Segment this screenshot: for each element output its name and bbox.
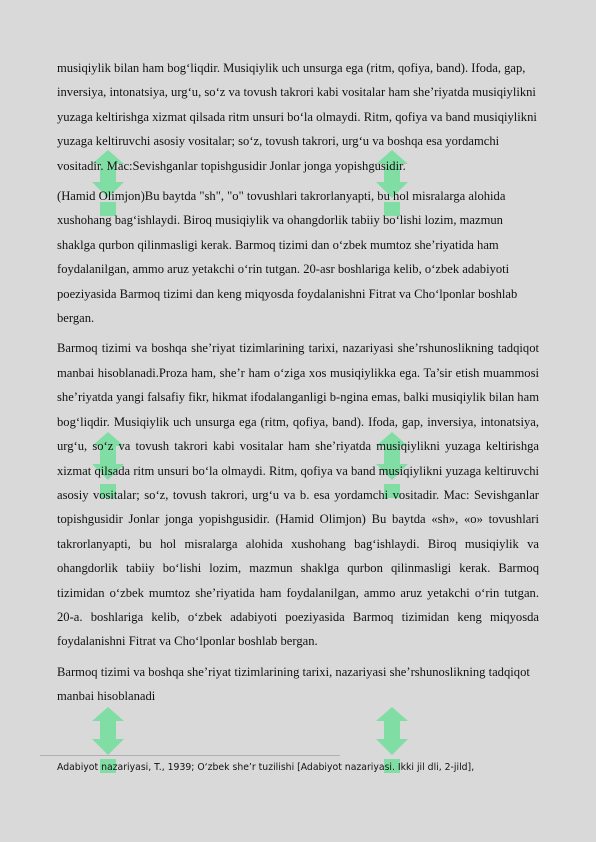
footnote-divider <box>40 755 340 756</box>
paragraph: Barmoq tizimi va boshqa she’riyat tizimlarining tarixi, nazariyasi she’rshunoslikning tadqiqot manbai hisoblanadi <box>57 664 530 704</box>
paragraph: (Hamid Olimjon)Bu baytda "sh", "o" tovushlari takrorlanyapti, bu hol misralarga alohida xushohang bag‘ishlaydi. Biroq musiqiylik va ohangdorlik tabiiy bo‘lishi lozim, mazmun shaklga qurbon qilinmasligi kerak. Barmoq tizimi dan o‘zbek mumtoz she’riyatida ham foydalanilgan, ammo aruz yetakchi o‘rin tutgan. 20-asr boshlariga kelib, o‘zbek adabiyoti poeziyasida Barmoq tizimi dan keng miqyosda foydalanishni Fitrat va Cho‘lponlar boshlab bergan. <box>57 189 518 326</box>
paragraph: musiqiylik bilan ham bog‘liqdir. Musiqiylik uch unsurga ega (ritm, qofiya, band). Ifoda, gap, inversiya, intonatsiya, urg‘u, so‘z va tovush takrori kabi vositalar ham she’riyatda musiqiylikni yuzaga keltirishga xizmat qilsada ritm unsuri bo‘la olmaydi. Ritm, qofiya va band musiqiylikni yuzaga keltiruvchi asosiy vositalar; so‘z, tovush takrori, urg‘u va boshqa esa yordamchi vositadir. Mac:Sevishganlar topishgusidir Jonlar jonga yopishgusidir. <box>57 61 537 173</box>
document-body <box>57 56 539 715</box>
paragraph: Barmoq tizimi va boshqa she’riyat tizimlarining tarixi, nazariyasi she’rshunoslikning tadqiqot manbai hisoblanadi.Proza ham, she’r ham o‘ziga xos musiqiylikka ega. Ta’sir etish muammosi she’riyatda yangi falsafiy fikr, hikmat ifodalanganligi b-ngina emas, balki musiqiylik bilan ham bog‘liqdir. Musiqiylik uch unsurga ega (ritm, qofiya, band). Ifoda, gap, inversiya, intonatsiya, urg‘u, so‘z va tovush takrori kabi vositalar ham she’riyatda musiqiylikni yuzaga keltirishga xizmat qilsada ritm unsuri bo‘la olmaydi. Ritm, qofiya va band musiqiylikni yuzaga keltiruvchi asosiy vositalar; so‘z, tovush takrori, urg‘u va b. esa yordamchi vositadir. Mac: Sevishganlar topishgusidir Jonlar jonga yopishgusidir. (Hamid Olimjon) Bu baytda «sh», «o» tovushlari takrorlanyapti, bu hol misralarga alohida xushohang bag‘ishlaydi. Biroq musiqiylik va ohangdorlik tabiiy bo‘lishi lozim, mazmun shaklga qurbon qilinmasligi kerak. Barmoq tizimidan o‘zbek mumtoz she’riyatida ham foydalanilgan, ammo aruz yetakchi o‘rin tutgan. 20-a. boshlariga kelib, o‘zbek adabiyoti poeziyasida Barmoq tizimidan keng miqyosda foydalanishni Fitrat va Cho‘lponlar boshlab bergan. <box>57 341 539 649</box>
footnote: Adabiyot nazariyasi, T., 1939; O‘zbek she’r tuzilishi [Adabiyot nazariyasi. Ikki jil dli, 2-jild], <box>57 762 475 773</box>
